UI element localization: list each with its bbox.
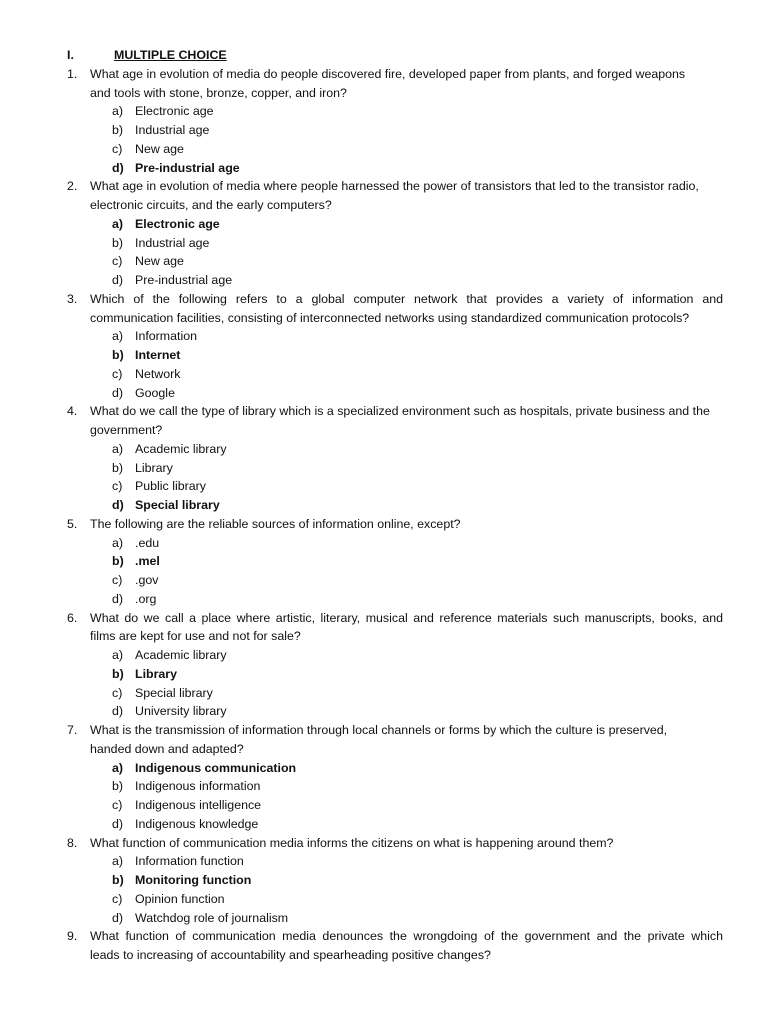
answer-option (67, 684, 723, 703)
option-letter: c) (112, 798, 123, 812)
section-title: MULTIPLE CHOICE (114, 48, 227, 62)
question-text-line: films are kept for use and not for sale? (90, 629, 301, 644)
option-text: Electronic age (135, 104, 214, 119)
question-number: 7. (67, 723, 78, 737)
answer-options (67, 646, 723, 721)
option-text: Special library (135, 685, 213, 700)
question-number: 1. (67, 66, 78, 81)
option-letter: a) (112, 329, 124, 344)
answer-options (67, 215, 723, 290)
answer-options (67, 534, 723, 609)
option-text: Indigenous intelligence (135, 798, 262, 812)
question-text-line: Which of the following refers to a global computer network that provides a variety of information and (90, 291, 723, 306)
answer-option (67, 102, 723, 121)
question-text (90, 721, 723, 759)
question-text (90, 609, 723, 647)
option-text: Network (135, 366, 181, 381)
option-letter: d) (112, 273, 124, 287)
option-letter: c) (112, 141, 123, 156)
option-letter: a) (112, 441, 124, 456)
question-text (90, 402, 723, 440)
option-text: Academic library (135, 648, 227, 662)
option-letter: a) (112, 216, 124, 231)
option-text: Pre-industrial age (135, 273, 233, 287)
answer-option (67, 815, 723, 834)
section-heading (67, 46, 723, 65)
option-letter: c) (112, 573, 123, 587)
question-text-line: electronic circuits, and the early computers? (90, 198, 332, 212)
question-1 (67, 65, 723, 178)
question-text-line: and tools with stone, bronze, copper, and iron? (90, 85, 347, 100)
option-letter: d) (112, 385, 124, 400)
question-text-line: leads to increasing of accountability and spearheading positive changes? (90, 948, 491, 962)
question-5 (67, 515, 723, 609)
question-text-line: What function of communication media informs the citizens on what is happening around them? (90, 835, 614, 850)
answer-option-correct (67, 759, 723, 778)
question-text (90, 177, 723, 215)
option-letter: b) (112, 554, 124, 569)
option-letter: b) (112, 123, 124, 137)
question-text-line: What do we call the type of library which is a specialized environment such as hospitals, private business and the (90, 404, 710, 419)
option-letter: c) (112, 254, 123, 269)
question-8 (67, 834, 723, 928)
answer-option (67, 590, 723, 609)
question-number: 9. (67, 929, 78, 944)
option-letter: a) (112, 104, 124, 119)
question-text-line: The following are the reliable sources of information online, except? (90, 516, 461, 531)
option-text: Google (135, 385, 175, 400)
question-text-line: government? (90, 423, 163, 437)
option-text: Library (135, 460, 173, 475)
section-number: I. (67, 48, 74, 62)
question-2 (67, 177, 723, 290)
option-letter: d) (112, 498, 124, 512)
option-text: Information function (135, 854, 244, 869)
answer-option-correct (67, 346, 723, 365)
option-letter: a) (112, 648, 124, 662)
question-4 (67, 402, 723, 515)
option-text: .mel (135, 554, 160, 569)
question-list (67, 65, 723, 965)
answer-option (67, 777, 723, 796)
question-text (90, 65, 723, 103)
answer-option (67, 140, 723, 159)
option-text: .org (135, 591, 157, 606)
answer-options (67, 102, 723, 177)
question-number: 4. (67, 404, 78, 419)
question-number: 3. (67, 291, 78, 306)
option-letter: b) (112, 666, 124, 681)
question-text-line: communication facilities, consisting of interconnected networks using standardized communication protocols? (90, 310, 690, 325)
option-text: Opinion function (135, 891, 225, 906)
answer-option (67, 702, 723, 721)
answer-option (67, 121, 723, 140)
option-text: New age (135, 141, 184, 156)
option-letter: d) (112, 160, 124, 175)
answer-options (67, 327, 723, 402)
answer-option-correct (67, 215, 723, 234)
option-letter: b) (112, 873, 124, 887)
option-letter: d) (112, 591, 124, 606)
option-text: Pre-industrial age (135, 160, 240, 175)
answer-option (67, 271, 723, 290)
option-text: Special library (135, 498, 220, 512)
question-text-line: What age in evolution of media do people discovered fire, developed paper from plants, and forged weapons (90, 66, 686, 81)
answer-option (67, 890, 723, 909)
option-text: Indigenous knowledge (135, 816, 259, 831)
option-text: Monitoring function (135, 873, 252, 887)
question-number: 5. (67, 516, 78, 531)
answer-option (67, 384, 723, 403)
answer-option-correct (67, 552, 723, 571)
question-text (90, 927, 723, 965)
answer-option-correct (67, 496, 723, 515)
option-text: Industrial age (135, 235, 210, 250)
answer-option (67, 327, 723, 346)
answer-option (67, 909, 723, 928)
option-text: .gov (135, 573, 159, 587)
answer-option (67, 646, 723, 665)
answer-option (67, 852, 723, 871)
question-number: 6. (67, 610, 78, 625)
option-letter: c) (112, 366, 123, 381)
answer-option (67, 796, 723, 815)
option-text: Academic library (135, 441, 227, 456)
answer-options (67, 852, 723, 927)
option-letter: b) (112, 460, 124, 475)
answer-option-correct (67, 159, 723, 178)
answer-option (67, 365, 723, 384)
answer-option-correct (67, 665, 723, 684)
question-number: 2. (67, 179, 78, 194)
option-letter: b) (112, 235, 124, 250)
option-text: Electronic age (135, 216, 220, 231)
option-text: Watchdog role of journalism (135, 910, 289, 925)
option-text: .edu (135, 535, 160, 550)
option-letter: a) (112, 854, 124, 869)
option-text: Indigenous communication (135, 760, 297, 775)
document-body (67, 46, 723, 965)
answer-option (67, 234, 723, 253)
question-9 (67, 927, 723, 965)
option-text: Information (135, 329, 197, 344)
answer-option (67, 440, 723, 459)
answer-option (67, 571, 723, 590)
option-letter: d) (112, 816, 124, 831)
option-letter: a) (112, 535, 124, 550)
question-text-line: What age in evolution of media where people harnessed the power of transistors that led to the transistor radio, (90, 179, 699, 194)
question-text (90, 515, 723, 534)
answer-options (67, 759, 723, 834)
question-6 (67, 609, 723, 722)
option-text: Public library (135, 479, 206, 494)
option-letter: c) (112, 685, 123, 700)
option-letter: b) (112, 348, 124, 362)
question-7 (67, 721, 723, 834)
question-number: 8. (67, 835, 78, 850)
option-letter: a) (112, 760, 124, 775)
answer-option-correct (67, 871, 723, 890)
answer-options (67, 440, 723, 515)
question-text (90, 834, 723, 853)
option-text: New age (135, 254, 184, 269)
option-letter: c) (112, 891, 123, 906)
option-text: Indigenous information (135, 779, 261, 794)
answer-option (67, 252, 723, 271)
question-3 (67, 290, 723, 403)
answer-option (67, 459, 723, 478)
option-text: Industrial age (135, 123, 210, 137)
question-text-line: What do we call a place where artistic, literary, musical and reference materials such manuscripts, books, and (90, 610, 723, 625)
question-text-line: What function of communication media denounces the wrongdoing of the government and the private which (90, 929, 723, 944)
question-text-line: What is the transmission of information through local channels or forms by which the culture is preserved, (90, 723, 668, 737)
answer-option (67, 477, 723, 496)
option-letter: d) (112, 910, 124, 925)
option-letter: d) (112, 704, 124, 719)
answer-option (67, 534, 723, 553)
option-text: Library (135, 666, 178, 681)
option-letter: c) (112, 479, 123, 494)
question-text-line: handed down and adapted? (90, 741, 244, 756)
option-letter: b) (112, 779, 124, 794)
option-text: Internet (135, 348, 181, 362)
option-text: University library (135, 704, 227, 719)
question-text (90, 290, 723, 328)
